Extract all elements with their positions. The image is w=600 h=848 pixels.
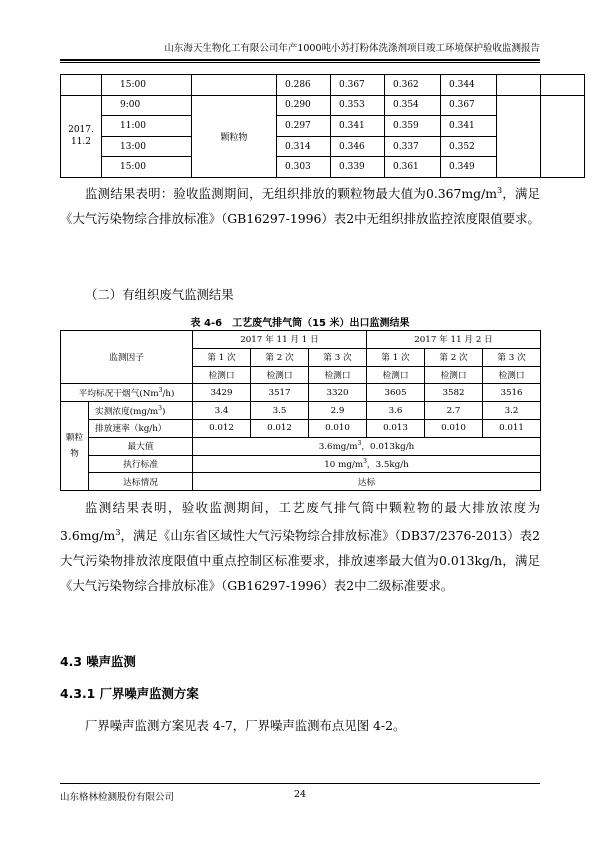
- table-row: [61, 402, 541, 420]
- flow-value: 3516: [483, 384, 541, 402]
- table-row: [61, 455, 541, 473]
- rate-value: 0.013: [367, 419, 425, 437]
- rate-value: 0.011: [483, 419, 541, 437]
- value-cell: 0.353: [331, 95, 385, 116]
- value-cell: 0.349: [441, 157, 497, 178]
- flow-label: 平均标况干烟气(Nm$^3$/h): [61, 384, 193, 402]
- value-cell: 0.367: [331, 75, 385, 96]
- fugitive-emission-table: [60, 74, 585, 178]
- flow-value: 3582: [425, 384, 483, 402]
- standard-label: 执行标准: [89, 455, 193, 473]
- standard-value: 10 $mg/m^3$，3.5kg/h: [193, 455, 541, 473]
- section-heading-4-3-1: 4.3.1 厂界噪声监测方案: [60, 686, 199, 701]
- time-cell: 15:00: [102, 75, 192, 96]
- value-cell: 0.290: [277, 95, 331, 116]
- table-row: [61, 331, 541, 349]
- stack-emission-table: [60, 330, 541, 491]
- rate-value: 0.012: [251, 419, 309, 437]
- rate-value: 0.010: [425, 419, 483, 437]
- conc-value: 2.7: [425, 402, 483, 420]
- table-row: [61, 473, 541, 491]
- value-cell: 0.367: [441, 95, 497, 116]
- pollutant-cell: 颗粒物: [61, 402, 89, 491]
- subsection-heading: （二）有组织废气监测结果: [85, 287, 234, 302]
- value-cell: 0.344: [441, 75, 497, 96]
- run-header: 第 1 次: [193, 348, 251, 366]
- point-cell: 检测口: [251, 366, 309, 384]
- time-cell: 11:00: [102, 116, 192, 137]
- time-cell: 15:00: [102, 157, 192, 178]
- value-cell: 0.346: [331, 136, 385, 157]
- footer-rule: [60, 783, 540, 784]
- flow-value: 3517: [251, 384, 309, 402]
- time-cell: 13:00: [102, 136, 192, 157]
- value-cell: 0.339: [331, 157, 385, 178]
- run-header: 第 3 次: [309, 348, 367, 366]
- run-header: 第 2 次: [425, 348, 483, 366]
- factor-header: 监测因子: [61, 331, 193, 384]
- conc-label: 实测浓度$(mg/m^3)$: [89, 402, 193, 420]
- point-cell: 检测口: [309, 366, 367, 384]
- value-cell: 0.359: [385, 116, 441, 137]
- noise-paragraph: 厂界噪声监测方案见表 4-7，厂界噪声监测布点见图 4-2。: [85, 718, 406, 733]
- value-cell: 0.354: [385, 95, 441, 116]
- conc-value: 3.2: [483, 402, 541, 420]
- conc-value: 3.4: [193, 402, 251, 420]
- footer-company: 山东格林检测股份有限公司: [60, 792, 175, 803]
- max-value: $3.6mg/m^3$，0.013kg/h: [193, 437, 541, 455]
- date-header: 2017 年 11 月 2 日: [367, 331, 541, 349]
- value-cell: 0.361: [385, 157, 441, 178]
- rate-value: 0.012: [193, 419, 251, 437]
- table-row: [61, 75, 585, 96]
- compliance-label: 达标情况: [89, 473, 193, 491]
- flow-value: 3320: [309, 384, 367, 402]
- point-cell: 检测口: [367, 366, 425, 384]
- value-cell: 0.314: [277, 136, 331, 157]
- page-header: 山东海天生物化工有限公司年产1000吨小苏打粉体洗涤剂项目竣工环境保护验收监测报告: [164, 43, 540, 54]
- header-rule: [60, 59, 540, 61]
- result-paragraph-1: 监测结果表明：验收监测期间，无组织排放的颗粒物最大值为$0.367mg/m^3$，满足《大气污染物综合排放标准》（GB16297-1996）表2中无组织排放监控浓度限值要求。: [60, 186, 541, 227]
- table-row: [61, 384, 541, 402]
- value-cell: 0.303: [277, 157, 331, 178]
- run-header: 第 3 次: [483, 348, 541, 366]
- value-cell: 0.341: [441, 116, 497, 137]
- flow-value: 3605: [367, 384, 425, 402]
- value-cell: 0.352: [441, 136, 497, 157]
- rate-label: 排放速率（kg/h）: [89, 419, 193, 437]
- value-cell: 0.341: [331, 116, 385, 137]
- flow-value: 3429: [193, 384, 251, 402]
- run-header: 第 2 次: [251, 348, 309, 366]
- conc-value: 2.9: [309, 402, 367, 420]
- header-rule-thin: [60, 62, 540, 63]
- page-number: 24: [293, 789, 307, 800]
- value-cell: 0.297: [277, 116, 331, 137]
- table-row: [61, 419, 541, 437]
- section-heading-4-3: 4.3 噪声监测: [60, 654, 136, 669]
- rate-value: 0.010: [309, 419, 367, 437]
- value-cell: 0.286: [277, 75, 331, 96]
- table-caption: 表 4-6 工艺废气排气筒（15 米）出口监测结果: [190, 318, 410, 329]
- conc-value: 3.5: [251, 402, 309, 420]
- table-row: [61, 437, 541, 455]
- value-cell: 0.337: [385, 136, 441, 157]
- value-cell: 0.362: [385, 75, 441, 96]
- table-row: [61, 95, 585, 116]
- point-cell: 检测口: [193, 366, 251, 384]
- result-paragraph-2: 监测结果表明，验收监测期间，工艺废气排气筒中颗粒物的最大排放浓度为$3.6mg/m^3$，满足《山东省区域性大气污染物综合排放标准》（DB37/2376-2013）表2大气污染物排放浓度限值中重点控制区标准要求，排放速率最大值为0.013kg/h，满足《大气污染物综合排放标准》（GB16297-1996）表2中二级标准要求。: [60, 500, 540, 594]
- max-label: 最大值: [89, 437, 193, 455]
- point-cell: 检测口: [425, 366, 483, 384]
- date-cell: 2017.11.2: [61, 95, 102, 177]
- point-cell: 检测口: [483, 366, 541, 384]
- time-cell: 9:00: [102, 95, 192, 116]
- run-header: 第 1 次: [367, 348, 425, 366]
- compliance-value: 达标: [193, 473, 541, 491]
- pollutant-cell: 颗粒物: [192, 95, 277, 177]
- date-header: 2017 年 11 月 1 日: [193, 331, 367, 349]
- conc-value: 3.6: [367, 402, 425, 420]
